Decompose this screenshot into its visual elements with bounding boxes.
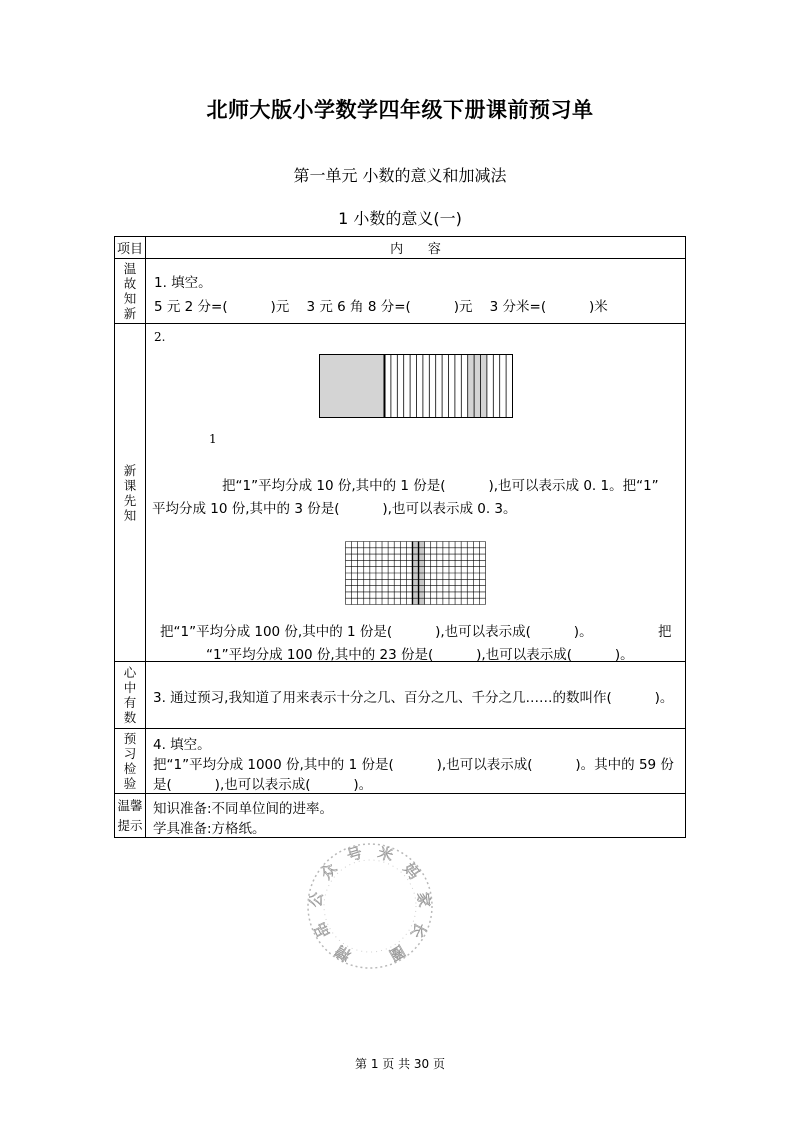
- preview-table: [114, 236, 686, 838]
- hundredths-grid: [345, 541, 486, 605]
- row-check: [115, 729, 686, 794]
- tenths-diagram: [319, 354, 513, 418]
- label-check: 预习检验: [123, 731, 137, 791]
- row-new: [115, 324, 686, 662]
- header-item: 项目: [115, 237, 146, 259]
- row-heart: [115, 662, 686, 729]
- row-review: [115, 259, 686, 324]
- row-tips: [115, 794, 686, 838]
- figure-one-label: 1: [209, 432, 217, 446]
- watermark-char: 长: [406, 919, 430, 941]
- unit-title: 第一单元 小数的意义和加减法: [293, 166, 507, 185]
- watermark-char: 家: [413, 891, 434, 909]
- para2-line1: 把“1”平均分成 100 份,其中的 1 份是( ),也可以表示成( )。: [160, 624, 593, 640]
- q4-line2: 是( ),也可以表示成( )。: [153, 777, 373, 793]
- tips-line2: 学具准备:方格纸。: [153, 821, 266, 837]
- para1-line1: 把“1”平均分成 10 份,其中的 1 份是( ),也可以表示成 0. 1。把“1”: [222, 478, 659, 494]
- tips-line1: 知识准备:不同单位间的进率。: [153, 801, 334, 817]
- label-review: 温故知新: [123, 261, 137, 321]
- q4-line1: 把“1”平均分成 1000 份,其中的 1 份是( ),也可以表示成( )。其中的 59 份: [153, 757, 674, 773]
- q2-number: 2.: [154, 330, 166, 344]
- label-heart: 心中有数: [123, 665, 137, 725]
- q4-title: 4. 填空。: [153, 737, 211, 753]
- table-header-row: [115, 237, 686, 259]
- watermark-char: 妈: [399, 859, 424, 883]
- q3-text: 3. 通过预习,我知道了用来表示十分之几、百分之几、千分之几……的数叫作( )。: [153, 690, 674, 706]
- watermark-char: 公: [306, 891, 327, 909]
- tenths-highlight: [468, 355, 487, 418]
- lesson-title: 1 小数的意义(一): [338, 209, 462, 228]
- watermark-char: 号: [344, 843, 365, 866]
- tenths-whole: [320, 355, 385, 418]
- watermark-char: 众: [316, 859, 341, 883]
- page-title: 北师大版小学数学四年级下册课前预习单: [206, 98, 594, 122]
- q1-title: 1. 填空。: [154, 275, 212, 291]
- watermark-char: 品: [310, 919, 334, 941]
- watermark-char: 精: [331, 941, 355, 965]
- watermark-char: 圈: [385, 941, 409, 965]
- para2-line2: “1”平均分成 100 份,其中的 23 份是( ),也可以表示成( )。: [206, 647, 634, 663]
- watermark-text: [307, 843, 434, 964]
- para2-ba: 把: [658, 624, 672, 640]
- label-new: 新课先知: [123, 462, 137, 523]
- watermark-seal: [300, 836, 440, 976]
- q1-line: 5 元 2 分=( )元 3 元 6 角 8 分=( )元 3 分米=( )米: [154, 299, 608, 315]
- para1-line2: 平均分成 10 份,其中的 3 份是( ),也可以表示成 0. 3。: [152, 501, 517, 517]
- label-tips: 温馨提示: [117, 797, 143, 833]
- page-footer: 第 1 页 共 30 页: [355, 1057, 445, 1071]
- watermark-char: 米: [375, 843, 396, 866]
- header-content: 内 容: [146, 237, 686, 259]
